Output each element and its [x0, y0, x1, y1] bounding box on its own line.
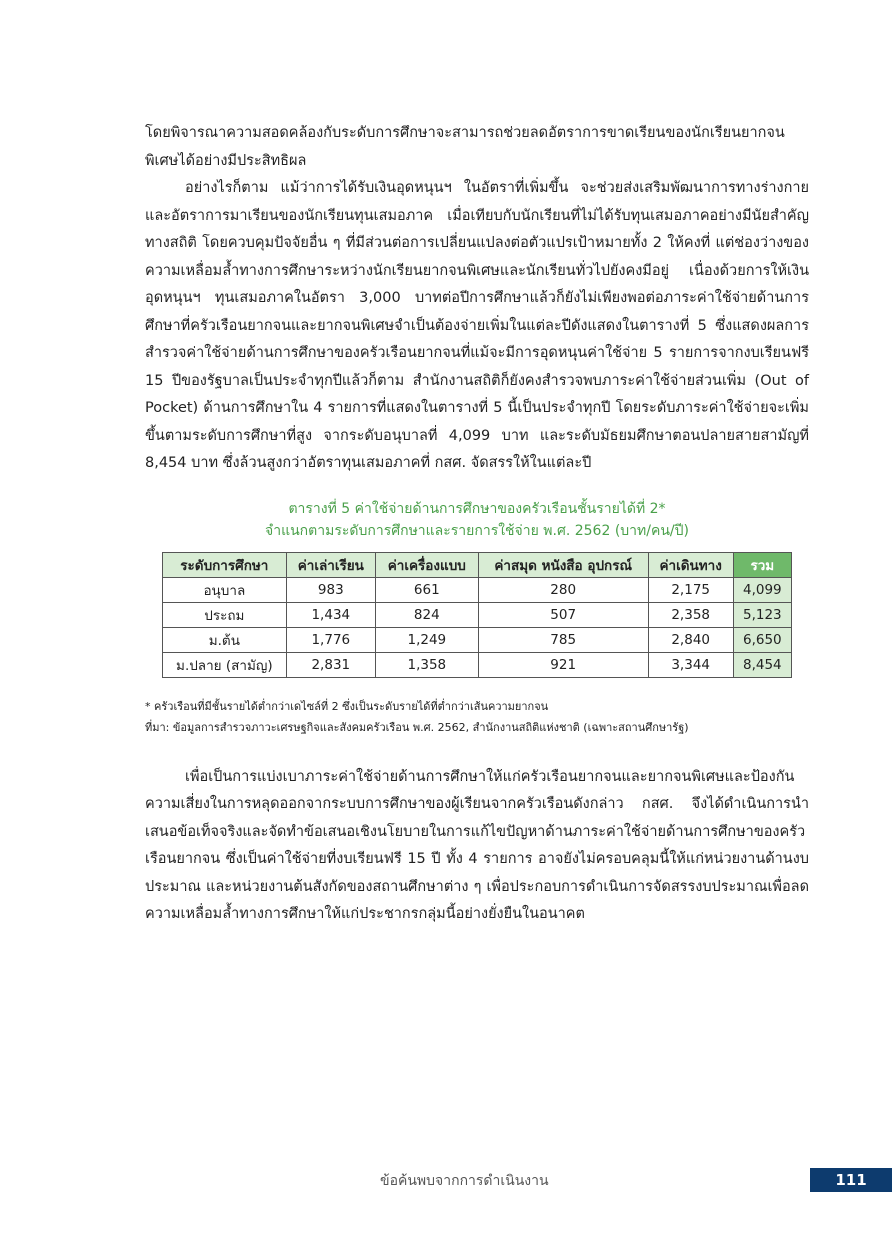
paragraph-block-bottom — [145, 764, 809, 929]
cell-tuition: 2,831 — [286, 652, 375, 677]
cell-total: 8,454 — [733, 652, 791, 677]
cell-books: 921 — [478, 652, 648, 677]
expense-table — [162, 552, 792, 678]
cell-books: 280 — [478, 577, 648, 602]
header-books: ค่าสมุด หนังสือ อุปกรณ์ — [478, 552, 648, 577]
cell-level: อนุบาล — [163, 577, 287, 602]
header-level: ระดับการศึกษา — [163, 552, 287, 577]
cell-travel: 2,840 — [648, 627, 733, 652]
cell-level: ม.ปลาย (สามัญ) — [163, 652, 287, 677]
page-number-badge: 111 — [810, 1168, 892, 1192]
paragraph-main: อย่างไรก็ตาม แม้ว่าการได้รับเงินอุดหนุนฯ ในอัตราที่เพิ่มขึ้น จะช่วยส่งเสริมพัฒนาการทางร่างกายและอัตราการมาเรียนของนักเรียนทุนเสมอภาค เมื่อเทียบกับนักเรียนที่ไม่ได้รับทุนเสมอภาคอย่างมีนัยสำคัญทางสถิติ โดยควบคุมปัจจัยอื่น ๆ ที่มีส่วนต่อการเปลี่ยนแปลงต่อตัวแปรเป้าหมายทั้ง 2 ให้คงที่ แต่ช่องว่างของความเหลื่อมล้ำทางการศึกษาระหว่างนักเรียนยากจนพิเศษและนักเรียนทั่วไปยังคงมีอยู่ เนื่องด้วยการให้เงินอุดหนุนฯ ทุนเสมอภาคในอัตรา 3,000 บาทต่อปีการศึกษาแล้วก็ยังไม่เพียงพอต่อภาระค่าใช้จ่ายด้านการศึกษาที่ครัวเรือนยากจนและยากจนพิเศษจำเป็นต้องจ่ายเพิ่มในแต่ละปีดังแสดงในตารางที่ 5 ซึ่งแสดงผลการสำรวจค่าใช้จ่ายด้านการศึกษาของครัวเรือนยากจนที่แม้จะมีการอุดหนุนค่าใช้จ่าย 5 รายการจากงบเรียนฟรี 15 ปีของรัฐบาลเป็นประจำทุกปีแล้วก็ตาม สำนักงานสถิติก็ยังคงสำรวจพบภาระค่าใช้จ่ายส่วนเพิ่ม (Out of Pocket) ด้านการศึกษาใน 4 รายการที่แสดงในตารางที่ 5 นี้เป็นประจำทุกปี โดยระดับภาระค่าใช้จ่ายจะเพิ่มขึ้นตามระดับการศึกษาที่สูง จากระดับอนุบาลที่ 4,099 บาท และระดับมัธยมศึกษาตอนปลายสายสามัญที่ 8,454 บาท ซึ่งล้วนสูงกว่าอัตราทุนเสมอภาคที่ กสศ. จัดสรรให้ในแต่ละปี — [145, 180, 809, 471]
table-notes — [145, 696, 809, 738]
page-content — [145, 120, 809, 929]
table-caption-line2: จำแนกตามระดับการศึกษาและรายการใช้จ่าย พ.ศ. 2562 (บาท/คน/ปี) — [265, 522, 689, 539]
table-header-row — [163, 552, 792, 577]
footnote: * ครัวเรือนที่มีชั้นรายได้ต่ำกว่าเดไซล์ที่ 2 ซึ่งเป็นระดับรายได้ที่ต่ำกว่าเส้นความยากจน — [145, 699, 549, 713]
cell-total: 4,099 — [733, 577, 791, 602]
paragraph-conclusion: เพื่อเป็นการแบ่งเบาภาระค่าใช้จ่ายด้านการศึกษาให้แก่ครัวเรือนยากจนและยากจนพิเศษและป้องกันความเสี่ยงในการหลุดออกจากระบบการศึกษาของผู้เรียนจากครัวเรือนดังกล่าว กสศ. จึงได้ดำเนินการนำเสนอข้อเท็จจริงและจัดทำข้อเสนอเชิงนโยบายในการแก้ไขปัญหาด้านภาระค่าใช้จ่ายด้านการศึกษาของครัวเรือนยากจน ซึ่งเป็นค่าใช้จ่ายที่งบเรียนฟรี 15 ปี ทั้ง 4 รายการ อาจยังไม่ครอบคลุมนี้ให้แก่หน่วยงานด้านงบประมาณ และหน่วยงานต้นสังกัดของสถานศึกษาต่าง ๆ เพื่อประกอบการดำเนินการจัดสรรงบประมาณเพื่อลดความเหลื่อมล้ำทางการศึกษาให้แก่ประชากรกลุ่มนี้อย่างยั่งยืนในอนาคต — [145, 768, 809, 922]
cell-books: 507 — [478, 602, 648, 627]
table-caption-line1: ตารางที่ 5 ค่าใช้จ่ายด้านการศึกษาของครัวเรือนชั้นรายได้ที่ 2* — [288, 500, 666, 517]
cell-travel: 2,358 — [648, 602, 733, 627]
cell-books: 785 — [478, 627, 648, 652]
cell-level: ม.ต้น — [163, 627, 287, 652]
cell-tuition: 983 — [286, 577, 375, 602]
cell-uniform: 824 — [375, 602, 478, 627]
header-tuition: ค่าเล่าเรียน — [286, 552, 375, 577]
cell-travel: 3,344 — [648, 652, 733, 677]
source-note: ที่มา: ข้อมูลการสำรวจภาวะเศรษฐกิจและสังคมครัวเรือน พ.ศ. 2562, สำนักงานสถิติแห่งชาติ (เฉพาะสถานศึกษารัฐ) — [145, 720, 689, 734]
table-row — [163, 577, 792, 602]
header-travel: ค่าเดินทาง — [648, 552, 733, 577]
footer-section-title: ข้อค้นพบจากการดำเนินงาน — [380, 1173, 549, 1189]
cell-travel: 2,175 — [648, 577, 733, 602]
cell-tuition: 1,776 — [286, 627, 375, 652]
header-total: รวม — [733, 552, 791, 577]
cell-tuition: 1,434 — [286, 602, 375, 627]
table-row — [163, 627, 792, 652]
cell-total: 5,123 — [733, 602, 791, 627]
cell-total: 6,650 — [733, 627, 791, 652]
header-uniform: ค่าเครื่องแบบ — [375, 552, 478, 577]
cell-uniform: 661 — [375, 577, 478, 602]
cell-uniform: 1,358 — [375, 652, 478, 677]
table-row — [163, 652, 792, 677]
table-caption — [145, 498, 809, 542]
cell-uniform: 1,249 — [375, 627, 478, 652]
paragraph-intro: โดยพิจารณาความสอดคล้องกับระดับการศึกษาจะสามารถช่วยลดอัตราการขาดเรียนของนักเรียนยากจนพิเศษได้อย่างมีประสิทธิผล — [145, 125, 785, 169]
cell-level: ประถม — [163, 602, 287, 627]
table-row — [163, 602, 792, 627]
